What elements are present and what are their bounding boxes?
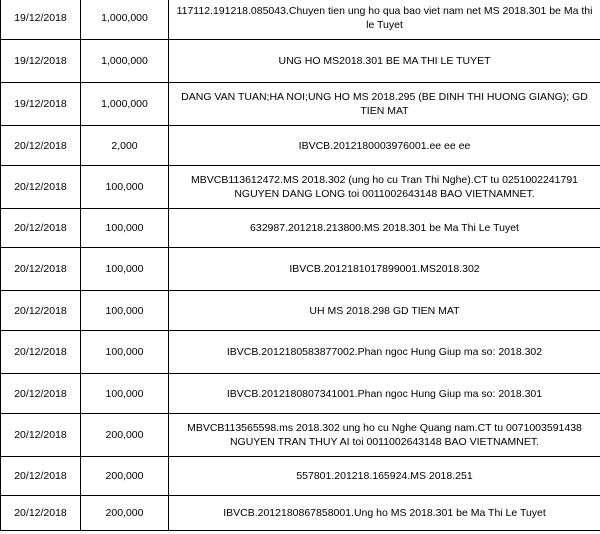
table-row [1, 291, 600, 331]
table-row [1, 40, 600, 83]
table-row [1, 414, 600, 457]
description-cell: MBVCB113565598.ms 2018.302 ung ho cu Nghe Quang nam.CT tu 0071003591438 NGUYEN TRAN THUY AI toi 0011002643148 BAO VIETNAMNET. [169, 414, 600, 457]
table-row [1, 0, 600, 40]
table-row [1, 209, 600, 248]
date-cell: 20/12/2018 [1, 248, 81, 291]
table-row [1, 457, 600, 496]
date-cell: 20/12/2018 [1, 126, 81, 166]
table-row [1, 496, 600, 531]
amount-cell: 1,000,000 [81, 40, 169, 83]
table-row [1, 126, 600, 166]
description-cell: IBVCB.2012180583877002.Phan ngoc Hung Giup ma so: 2018.302 [169, 331, 600, 374]
amount-cell: 100,000 [81, 248, 169, 291]
amount-cell: 2,000 [81, 126, 169, 166]
description-cell: 117112.191218.085043.Chuyen tien ung ho qua bao viet nam net MS 2018.301 be Ma thi le Tuyet [169, 0, 600, 40]
date-cell: 20/12/2018 [1, 291, 81, 331]
table-row [1, 248, 600, 291]
table-row [1, 374, 600, 414]
amount-cell: 200,000 [81, 496, 169, 531]
description-cell: DANG VAN TUAN;HA NOI;UNG HO MS 2018.295 (BE DINH THI HUONG GIANG); GD TIEN MAT [169, 83, 600, 126]
date-cell: 19/12/2018 [1, 83, 81, 126]
date-cell: 20/12/2018 [1, 374, 81, 414]
table-row [1, 166, 600, 209]
amount-cell: 100,000 [81, 291, 169, 331]
description-cell: 632987.201218.213800.MS 2018.301 be Ma Thi Le Tuyet [169, 209, 600, 248]
amount-cell: 1,000,000 [81, 83, 169, 126]
description-cell: IBVCB.2012181017899001.MS2018.302 [169, 248, 600, 291]
date-cell: 20/12/2018 [1, 331, 81, 374]
table-row [1, 83, 600, 126]
date-cell: 19/12/2018 [1, 40, 81, 83]
amount-cell: 100,000 [81, 374, 169, 414]
description-cell: 557801.201218.165924.MS 2018.251 [169, 457, 600, 496]
table-row [1, 331, 600, 374]
amount-cell: 100,000 [81, 331, 169, 374]
amount-cell: 200,000 [81, 457, 169, 496]
description-cell: IBVCB.2012180807341001.Phan ngoc Hung Giup ma so: 2018.301 [169, 374, 600, 414]
date-cell: 20/12/2018 [1, 414, 81, 457]
date-cell: 20/12/2018 [1, 457, 81, 496]
date-cell: 20/12/2018 [1, 209, 81, 248]
description-cell: MBVCB113612472.MS 2018.302 (ung ho cu Tran Thi Nghe).CT tu 0251002241791 NGUYEN DANG LONG toi 0011002643148 BAO VIETNAMNET. [169, 166, 600, 209]
description-cell: UH MS 2018.298 GD TIEN MAT [169, 291, 600, 331]
amount-cell: 100,000 [81, 209, 169, 248]
description-cell: UNG HO MS2018.301 BE MA THI LE TUYET [169, 40, 600, 83]
amount-cell: 100,000 [81, 166, 169, 209]
amount-cell: 200,000 [81, 414, 169, 457]
description-cell: IBVCB.2012180867858001.Ung ho MS 2018.301 be Ma Thi Le Tuyet [169, 496, 600, 531]
amount-cell: 1,000,000 [81, 0, 169, 40]
date-cell: 19/12/2018 [1, 0, 81, 40]
description-cell: IBVCB.2012180003976001.ee ee ee [169, 126, 600, 166]
date-cell: 20/12/2018 [1, 496, 81, 531]
date-cell: 20/12/2018 [1, 166, 81, 209]
